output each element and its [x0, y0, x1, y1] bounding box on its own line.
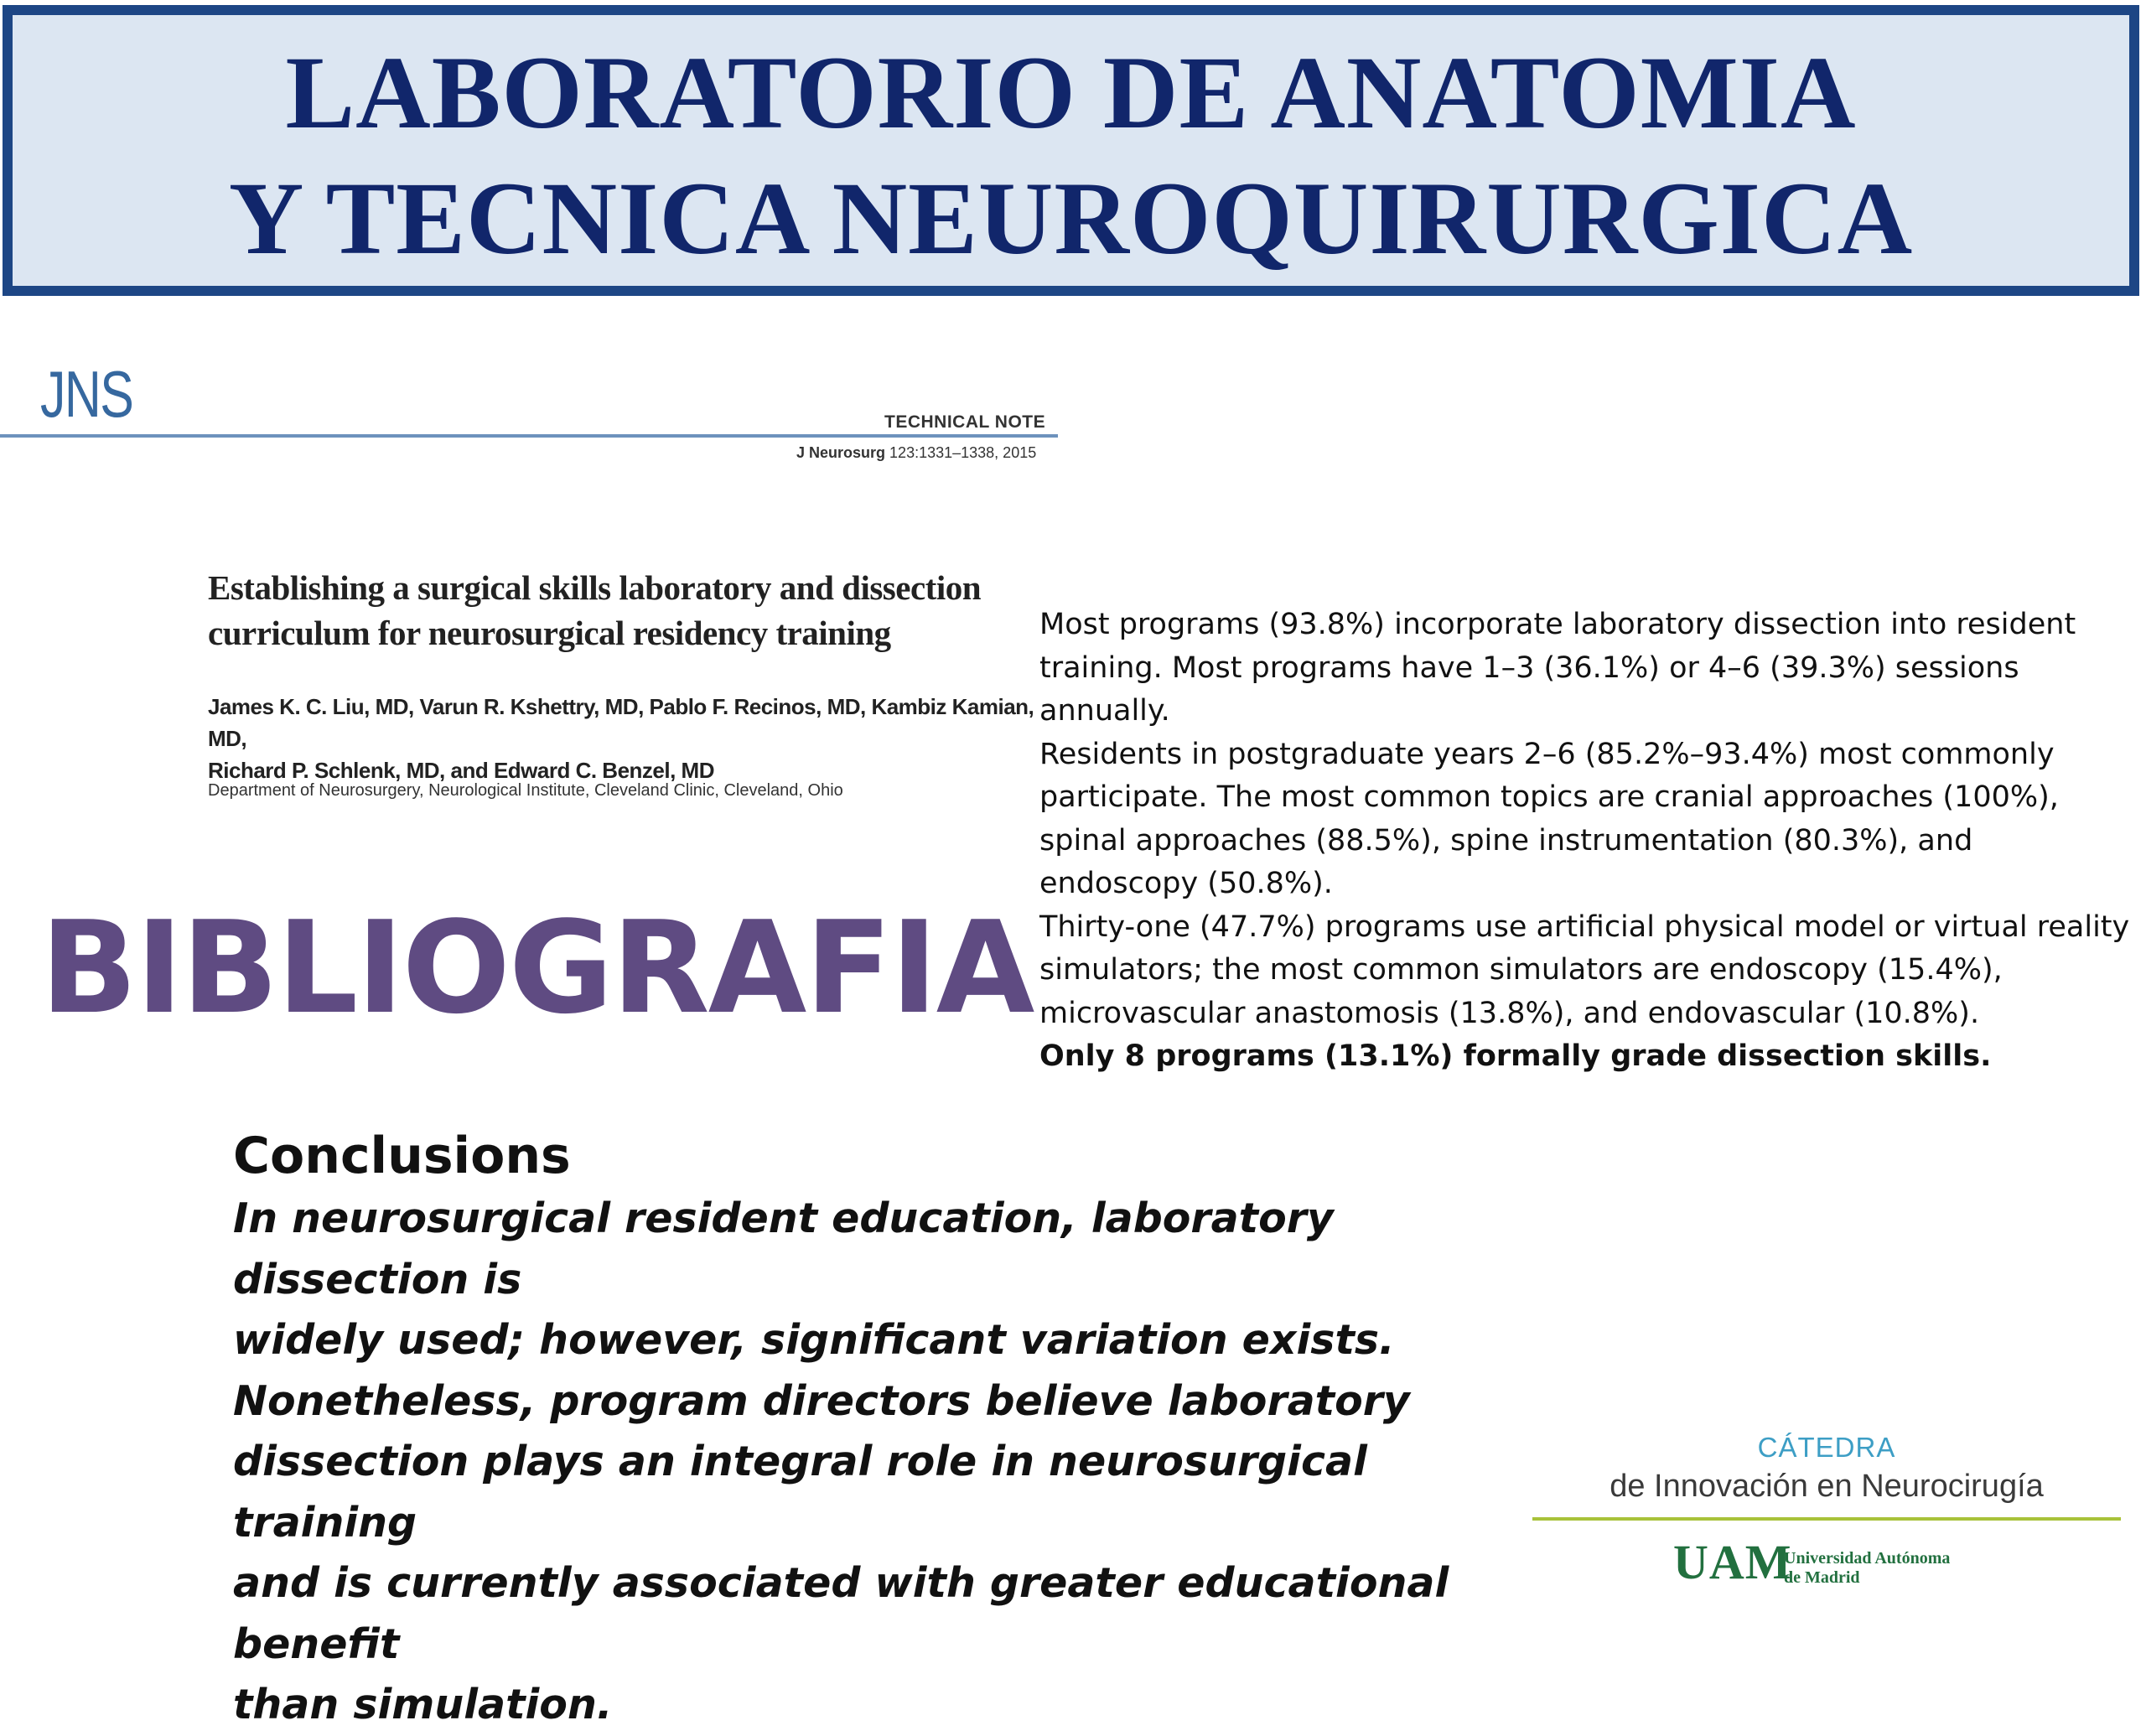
uam-logo: UAM	[1673, 1535, 1792, 1589]
journal-header-rule	[0, 434, 1058, 438]
results-summary	[1039, 604, 2133, 1079]
paper-title-line-2: curriculum for neurosurgical residency training	[208, 614, 891, 652]
conclusions-line-2: widely used; however, significant variation exists.	[233, 1316, 1395, 1364]
banner-title-line-2: Y TECNICA NEUROQUIRURGICA	[228, 161, 1914, 276]
results-paragraph-2: Residents in postgraduate years 2–6 (85.2%–93.4%) most commonly participate. The most common topics are cranial approaches (100%), spinal approaches (88.5%), spine instrumentation (80.3%), and endoscopy (50.8%).	[1039, 737, 2059, 900]
citation-journal-name: J Neurosurg	[796, 444, 886, 461]
note-type-label: TECHNICAL NOTE	[884, 412, 1046, 432]
conclusions-line-4: dissection plays an integral role in neurosurgical training	[233, 1438, 1367, 1547]
banner-title-line-1: LABORATORIO DE ANATOMIA	[285, 35, 1857, 150]
conclusions-block	[233, 1123, 1507, 1736]
section-heading: BIBLIOGRAFIA	[40, 894, 1034, 1042]
journal-logo: JNS	[40, 357, 133, 431]
citation-details: 123:1331–1338, 2015	[889, 444, 1037, 461]
catedra-logo-top: CÁTEDRA	[1757, 1432, 1896, 1463]
paper-title	[208, 565, 1046, 656]
results-paragraph-3: Thirty-one (47.7%) programs use artificial physical model or virtual reality simulators; the most common simulators are endoscopy (15.4%), microvascular anastomosis (13.8%), and endovascular (10.8%).	[1039, 909, 2130, 1030]
authors-line-1: James K. C. Liu, MD, Varun R. Kshettry, MD, Pablo F. Recinos, MD, Kambiz Kamian, MD,	[208, 694, 1034, 751]
conclusions-line-3: Nonetheless, program directors believe laboratory	[233, 1376, 1410, 1425]
journal-citation	[796, 444, 1036, 462]
title-banner	[3, 5, 2139, 296]
uam-name-line-2: de Madrid	[1784, 1568, 1860, 1587]
conclusions-heading: Conclusions	[233, 1127, 571, 1185]
results-paragraph-1: Most programs (93.8%) incorporate laboratory dissection into resident training. Most programs have 1–3 (36.1%) or 4–6 (39.3%) sessions annually.	[1039, 608, 2076, 728]
paper-affiliation: Department of Neurosurgery, Neurological Institute, Cleveland Clinic, Cleveland, Ohio	[208, 781, 843, 800]
catedra-logo-bottom: de Innovación en Neurocirugía	[1610, 1469, 2044, 1504]
uam-name-line-1: Universidad Autónoma	[1784, 1549, 1951, 1568]
catedra-logo	[1532, 1429, 2121, 1506]
paper-authors	[208, 691, 1046, 786]
conclusions-line-1: In neurosurgical resident education, laboratory dissection is	[233, 1194, 1334, 1303]
conclusions-line-5: and is currently associated with greater educational benefit	[233, 1559, 1449, 1668]
conclusions-line-6: than simulation.	[233, 1681, 613, 1728]
results-paragraph-4: Only 8 programs (13.1%) formally grade dissection skills.	[1039, 1039, 1992, 1073]
paper-title-line-1: Establishing a surgical skills laboratory and dissection	[208, 568, 982, 607]
catedra-logo-rule	[1532, 1517, 2121, 1521]
uam-name	[1784, 1549, 1950, 1588]
authors-line-2: Richard P. Schlenk, MD, and Edward C. Benzel, MD	[208, 758, 714, 783]
